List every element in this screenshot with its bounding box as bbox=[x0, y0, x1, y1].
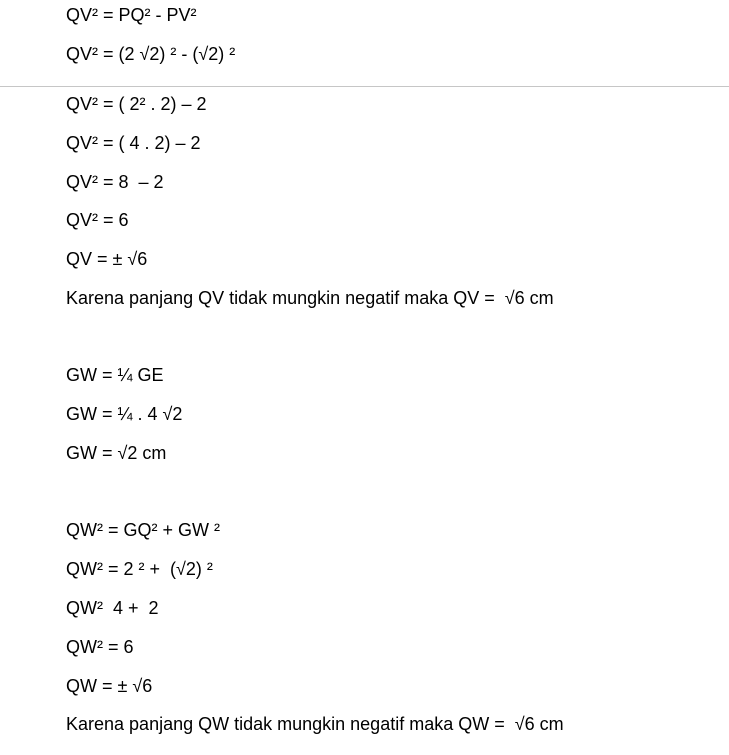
equation-line: QW² = GQ² + GW ² bbox=[66, 520, 220, 540]
equation-line: QW² 4 + 2 bbox=[66, 598, 159, 618]
page-break-divider bbox=[0, 86, 729, 87]
equation-line: QV² = 6 bbox=[66, 210, 129, 230]
conclusion-line: Karena panjang QW tidak mungkin negatif maka QW = √6 cm bbox=[66, 714, 564, 734]
equation-line: GW = ¼ GE bbox=[66, 365, 164, 385]
equation-line: QW = ± √6 bbox=[66, 676, 153, 696]
conclusion-line: Karena panjang QV tidak mungkin negatif maka QV = √6 cm bbox=[66, 288, 554, 308]
equation-line: QV² = ( 2² . 2) – 2 bbox=[66, 94, 207, 114]
equation-line: QW² = 2 ² + (√2) ² bbox=[66, 559, 213, 579]
equation-line: QV = ± √6 bbox=[66, 249, 148, 269]
equation-line: QV² = ( 4 . 2) – 2 bbox=[66, 133, 201, 153]
equation-line: QV² = PQ² - PV² bbox=[66, 5, 197, 25]
equation-line: QW² = 6 bbox=[66, 637, 134, 657]
equation-line: QV² = (2 √2) ² - (√2) ² bbox=[66, 44, 236, 64]
equation-line: GW = ¼ . 4 √2 bbox=[66, 404, 183, 424]
equation-line: QV² = 8 – 2 bbox=[66, 172, 164, 192]
equation-line: GW = √2 cm bbox=[66, 443, 167, 463]
